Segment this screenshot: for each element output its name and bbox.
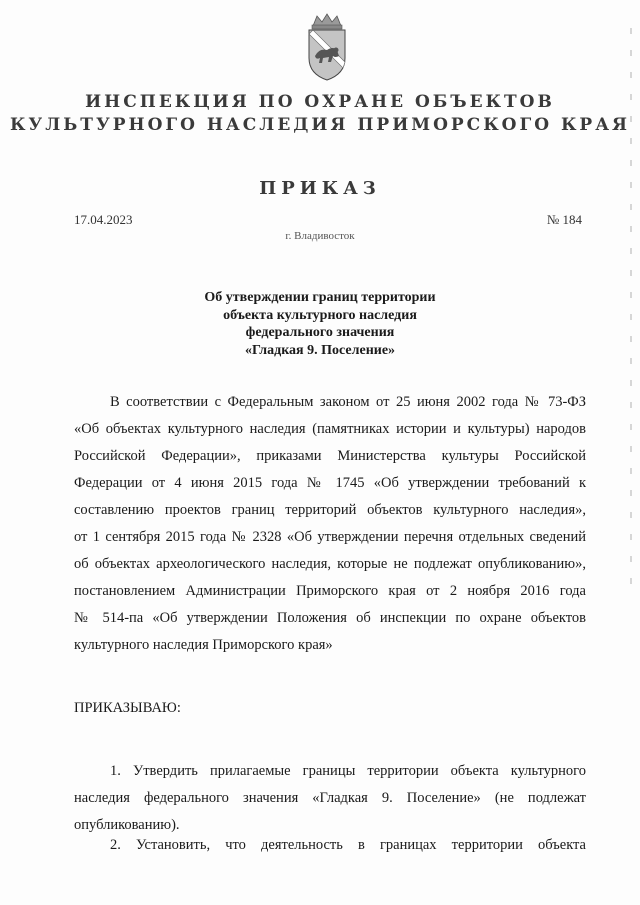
text-line: Российской Федерации», приказами Министерства культуры Российской: [74, 448, 586, 464]
text-line: опубликованию).: [74, 817, 180, 833]
order-item-2: [74, 832, 586, 859]
text-line: постановлением Администрации Приморского края от 2 ноября 2016 года: [74, 583, 586, 599]
text-line: об объектах археологического наследия, которые не подлежат опубликованию»,: [74, 556, 586, 572]
organization-name-line1: ИНСПЕКЦИЯ ПО ОХРАНЕ ОБЪЕКТОВ: [85, 92, 555, 112]
title-line: «Гладкая 9. Поселение»: [244, 342, 396, 358]
document-type: ПРИКАЗ: [259, 178, 381, 199]
text-line: Федерации от 4 июня 2015 года № 1745 «Об утверждении требований к: [74, 475, 586, 491]
text-line: культурного наследия Приморского края»: [74, 637, 333, 653]
order-item-1: [74, 758, 586, 839]
title-line: Об утверждении границ территории: [204, 290, 436, 305]
coat-of-arms-icon: [303, 12, 351, 82]
text-line: В соответствии с Федеральным законом от 25 июня 2002 года № 73-ФЗ: [110, 394, 586, 410]
document-number: № 184: [546, 212, 582, 227]
order-word: ПРИКАЗЫВАЮ:: [74, 700, 181, 716]
text-line: составлению проектов границ территорий объектов культурного наследия»,: [74, 502, 586, 518]
text-line: 2. Установить, что деятельность в границах территории объекта: [110, 837, 586, 853]
text-line: «Об объектах культурного наследия (памятниках истории и культуры) народов: [74, 421, 586, 437]
document-title: [0, 289, 640, 359]
document-date: 17.04.2023: [74, 212, 133, 227]
text-line: от 1 сентября 2015 года № 2328 «Об утверждении перечня отдельных сведений: [74, 529, 586, 545]
document-city: г. Владивосток: [285, 230, 355, 242]
title-line: объекта культурного наследия: [223, 307, 417, 323]
text-line: № 514-па «Об утверждении Положения об инспекции по охране объектов: [74, 610, 586, 626]
text-line: 1. Утвердить прилагаемые границы территории объекта культурного: [110, 763, 586, 779]
text-line: наследия федерального значения «Гладкая 9. Поселение» (не подлежат: [74, 790, 586, 806]
preamble-paragraph: [74, 389, 586, 659]
organization-name-line2: КУЛЬТУРНОГО НАСЛЕДИЯ ПРИМОРСКОГО КРАЯ: [9, 115, 631, 135]
title-line: федерального значения: [245, 325, 395, 340]
